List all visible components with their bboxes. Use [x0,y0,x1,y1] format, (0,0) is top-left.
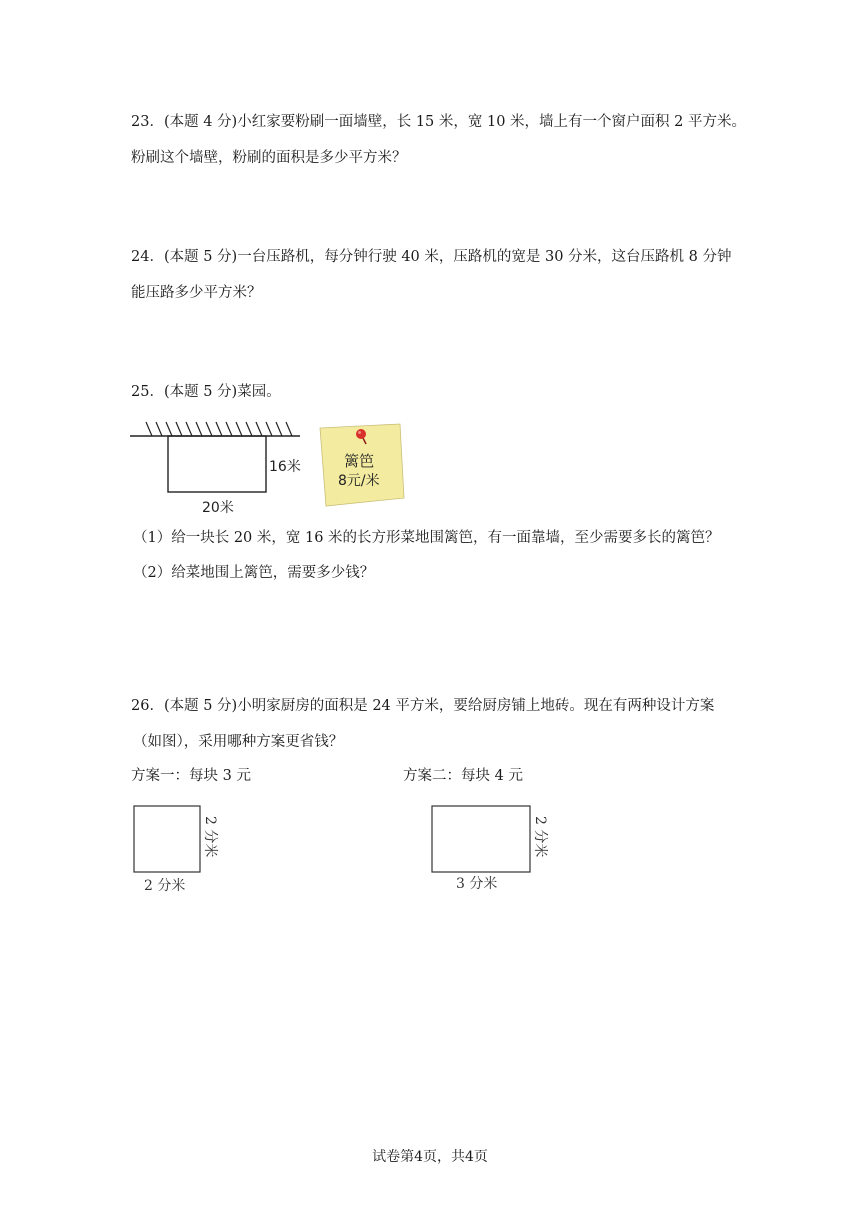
plan-2-side-label: 2 分米 [532,816,548,858]
plan-1-side-label: 2 分米 [202,816,218,858]
question-25-sub1: （1）给一块长 20 米，宽 16 米的长方形菜地围篱笆，有一面靠墙，至少需要多长的篱笆？ [133,530,720,546]
garden-width-label: 20米 [202,500,234,516]
plan-2-label: 方案二：每块 4 元 [403,768,523,784]
question-26-text: 26．(本题 5 分)小明家厨房的面积是 24 平方米，要给厨房铺上地砖。现在有两种设计方案 [131,698,715,714]
question-25-text: 25．(本题 5 分)菜园。 [131,384,281,400]
garden-height-label: 16米 [269,459,301,475]
question-23-text-cont: 粉刷这个墙壁，粉刷的面积是多少平方米？ [131,150,407,166]
note-price-label: 8元/米 [338,473,380,489]
plan-2-bottom-label: 3 分米 [456,876,498,892]
question-24-text-cont: 能压路多少平方米？ [131,285,262,301]
plan-2-tile-rectangle [432,806,530,872]
plan-2-tile-figure [424,802,558,898]
question-23-text: 23．(本题 4 分)小红家要粉刷一面墙壁，长 15 米，宽 10 米，墙上有一个窗户面积 2 平方米。 [131,114,746,130]
plan-1-label: 方案一：每块 3 元 [131,768,251,784]
wall-hatching [130,422,300,436]
question-24-text: 24．(本题 5 分)一台压路机，每分钟行驶 40 米，压路机的宽是 30 分米，这台压路机 8 分钟 [131,249,732,265]
question-25-sub2: （2）给菜地围上篱笆，需要多少钱？ [133,565,375,581]
garden-rectangle [168,436,266,492]
plan-1-tile-square [134,806,200,872]
garden-figure [130,418,310,516]
plan-1-tile-figure [128,802,228,898]
plan-1-bottom-label: 2 分米 [144,878,186,894]
price-sticky-note [316,422,406,508]
page-footer: 试卷第4页，共4页 [372,1149,488,1165]
question-26-text-cont: （如图），采用哪种方案更省钱？ [133,734,344,750]
note-item-label: 篱笆 [344,452,375,470]
